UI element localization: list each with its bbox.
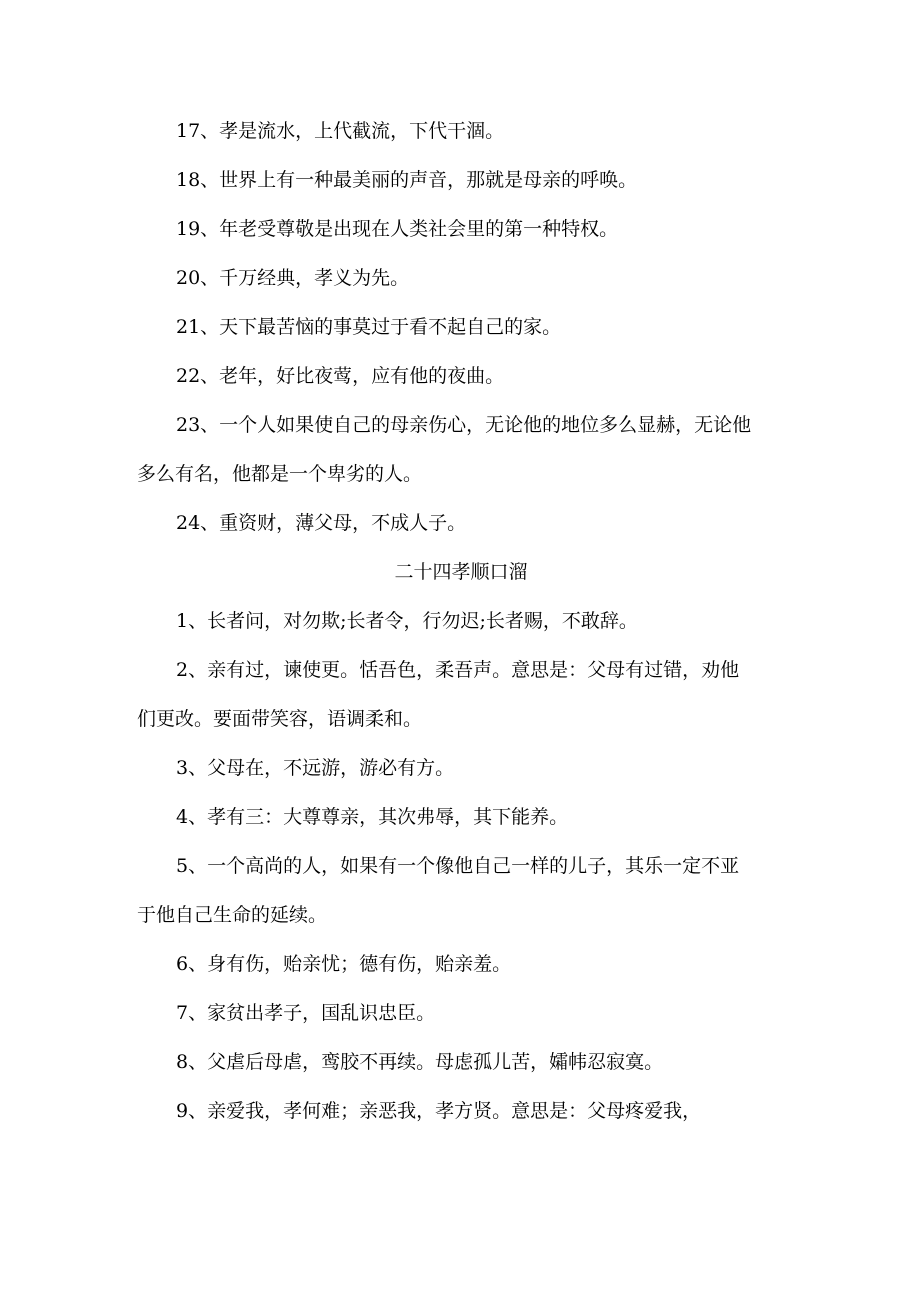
paragraph-line: 21、天下最苦恼的事莫过于看不起自己的家。 <box>176 316 562 338</box>
paragraph-line: 1、长者问，对勿欺;长者令，行勿迟;长者赐，不敢辞。 <box>176 610 638 632</box>
document-body <box>137 118 785 1147</box>
paragraph-line: 4、孝有三：大尊尊亲，其次弗辱，其下能养。 <box>176 806 569 828</box>
paragraph-line: 18、世界上有一种最美丽的声音，那就是母亲的呼唤。 <box>176 169 638 191</box>
list-item <box>137 314 785 341</box>
list-item <box>137 265 785 292</box>
paragraph-line: 22、老年，好比夜莺，应有他的夜曲。 <box>176 365 505 387</box>
list-item <box>137 853 785 929</box>
list-item <box>137 1049 785 1076</box>
paragraph-line: 于他自己生命的延续。 <box>137 904 328 926</box>
list-item <box>137 1098 785 1125</box>
list-item <box>137 804 785 831</box>
paragraph-line: 9、亲爱我，孝何难；亲恶我，孝方贤。意思是：父母疼爱我， <box>176 1100 702 1122</box>
list-item <box>137 608 785 635</box>
list-item <box>137 167 785 194</box>
list-item <box>137 1000 785 1027</box>
list-item <box>137 510 785 537</box>
section-heading: 二十四孝顺口溜 <box>394 561 528 583</box>
paragraph-line: 19、年老受尊敬是出现在人类社会里的第一种特权。 <box>176 218 619 240</box>
list-item <box>137 755 785 782</box>
paragraph-line: 们更改。要面带笑容，语调柔和。 <box>137 708 423 730</box>
paragraph-line: 3、父母在，不远游，游必有方。 <box>176 757 455 779</box>
paragraph-line: 6、身有伤，贻亲忧；德有伤，贻亲羞。 <box>176 953 512 975</box>
list-item <box>137 118 785 145</box>
paragraph-line: 7、家贫出孝子，国乱识忠臣。 <box>176 1002 436 1024</box>
paragraph-line: 2、亲有过，谏使更。恬吾色，柔吾声。意思是：父母有过错，劝他 <box>176 659 740 681</box>
paragraph-line: 20、千万经典，孝义为先。 <box>176 267 410 289</box>
list-item <box>137 951 785 978</box>
list-item <box>137 363 785 390</box>
list-item <box>137 657 785 733</box>
list-item <box>137 216 785 243</box>
paragraph-line: 8、父虐后母虐，鸾胶不再续。母虑孤儿苦，孀帏忍寂寞。 <box>176 1051 664 1073</box>
paragraph-line: 17、孝是流水，上代截流，下代干涸。 <box>176 120 505 142</box>
paragraph-line: 多么有名，他都是一个卑劣的人。 <box>137 463 423 485</box>
list-item <box>137 412 785 488</box>
paragraph-line: 24、重资财，薄父母，不成人子。 <box>176 512 467 534</box>
paragraph-line: 5、一个高尚的人，如果有一个像他自己一样的儿子，其乐一定不亚 <box>176 855 740 877</box>
paragraph-line: 23、一个人如果使自己的母亲伤心，无论他的地位多么显赫，无论他 <box>176 414 752 436</box>
